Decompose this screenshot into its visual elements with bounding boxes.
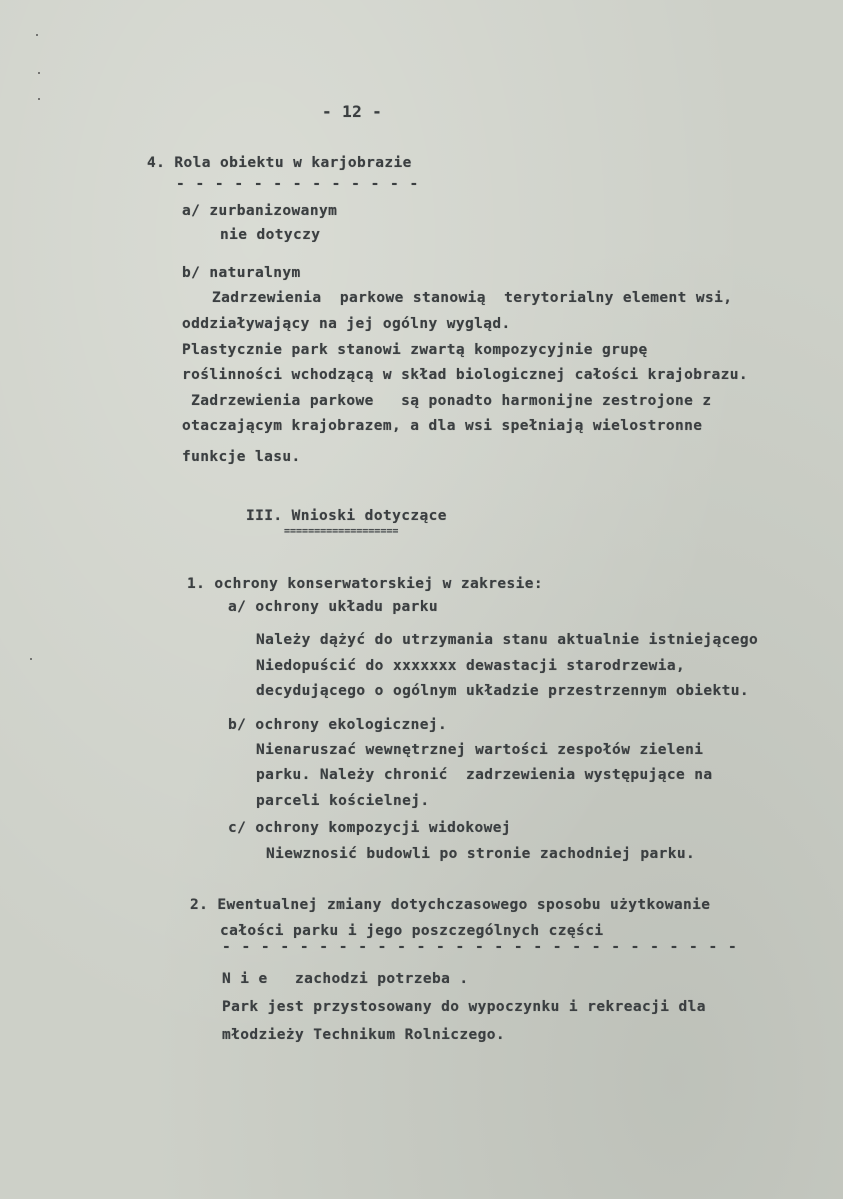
point-1-c-label: c/ ochrony kompozycji widokowej (228, 820, 512, 836)
paragraph-line: otaczającym krajobrazem, a dla wsi spełniają wielostronne (182, 418, 703, 434)
point-1-b-label: b/ ochrony ekologicznej. (228, 717, 448, 733)
paragraph-line: parceli kościelnej. (256, 793, 430, 809)
paragraph-line: Plastycznie park stanowi zwartą kompozycyjnie grupę (182, 342, 648, 358)
margin-mark (38, 72, 40, 74)
section-4-a-label: a/ zurbanizowanym (182, 203, 338, 219)
point-2-heading-line-1: 2. Ewentualnej zmiany dotychczasowego sposobu użytkowanie (190, 897, 711, 913)
point-1-c-text: Niewznosić budowli po stronie zachodniej parku. (266, 846, 696, 862)
paragraph-line: Nienaruszać wewnętrznej wartości zespołów zieleni (256, 742, 704, 758)
margin-mark (30, 658, 32, 660)
point-2-heading-line-2: całości parku i jego poszczególnych części (220, 923, 604, 939)
paragraph-line: oddziaływający na jej ogólny wygląd. (182, 316, 511, 332)
section-4-b-label: b/ naturalnym (182, 265, 301, 281)
paragraph-line: Park jest przystosowany do wypoczynku i rekreacji dla (222, 999, 706, 1015)
point-2-heading-rule: - - - - - - - - - - - - - - - - - - - - - - - - - - - (222, 939, 738, 955)
paragraph-line: Zadrzewienia parkowe stanowią terytorialny element wsi, (212, 290, 733, 306)
paragraph-line: N i e zachodzi potrzeba . (222, 971, 469, 987)
section-3-heading-rule: =================== (284, 526, 399, 537)
margin-mark (36, 34, 38, 36)
point-1-a-label: a/ ochrony układu parku (228, 599, 438, 615)
section-4-heading: 4. Rola obiektu w karjobrazie (147, 155, 412, 171)
section-4-heading-rule: - - - - - - - - - - - - - (176, 176, 420, 192)
paragraph-line: Należy dążyć do utrzymania stanu aktualnie istniejącego (256, 632, 759, 648)
paragraph-line: młodzieży Technikum Rolniczego. (222, 1027, 506, 1043)
paragraph-line: Zadrzewienia parkowe są ponadto harmonijne zestrojone z (182, 393, 712, 409)
section-3-heading: III. Wnioski dotyczące (246, 508, 447, 524)
paragraph-line: parku. Należy chronić zadrzewienia występujące na (256, 767, 713, 783)
paragraph-line: roślinności wchodzącą w skład biologicznej całości krajobrazu. (182, 367, 749, 383)
margin-mark (38, 98, 40, 100)
paragraph-line: Niedopuścić do xxxxxxx dewastacji starodrzewia, (256, 658, 686, 674)
point-1-heading: 1. ochrony konserwatorskiej w zakresie: (187, 576, 544, 592)
paragraph-line: decydującego o ogólnym układzie przestrzennym obiektu. (256, 683, 750, 699)
paragraph-line: funkcje lasu. (182, 449, 301, 465)
section-4-a-text: nie dotyczy (220, 227, 321, 243)
page-number: - 12 - (322, 102, 383, 121)
